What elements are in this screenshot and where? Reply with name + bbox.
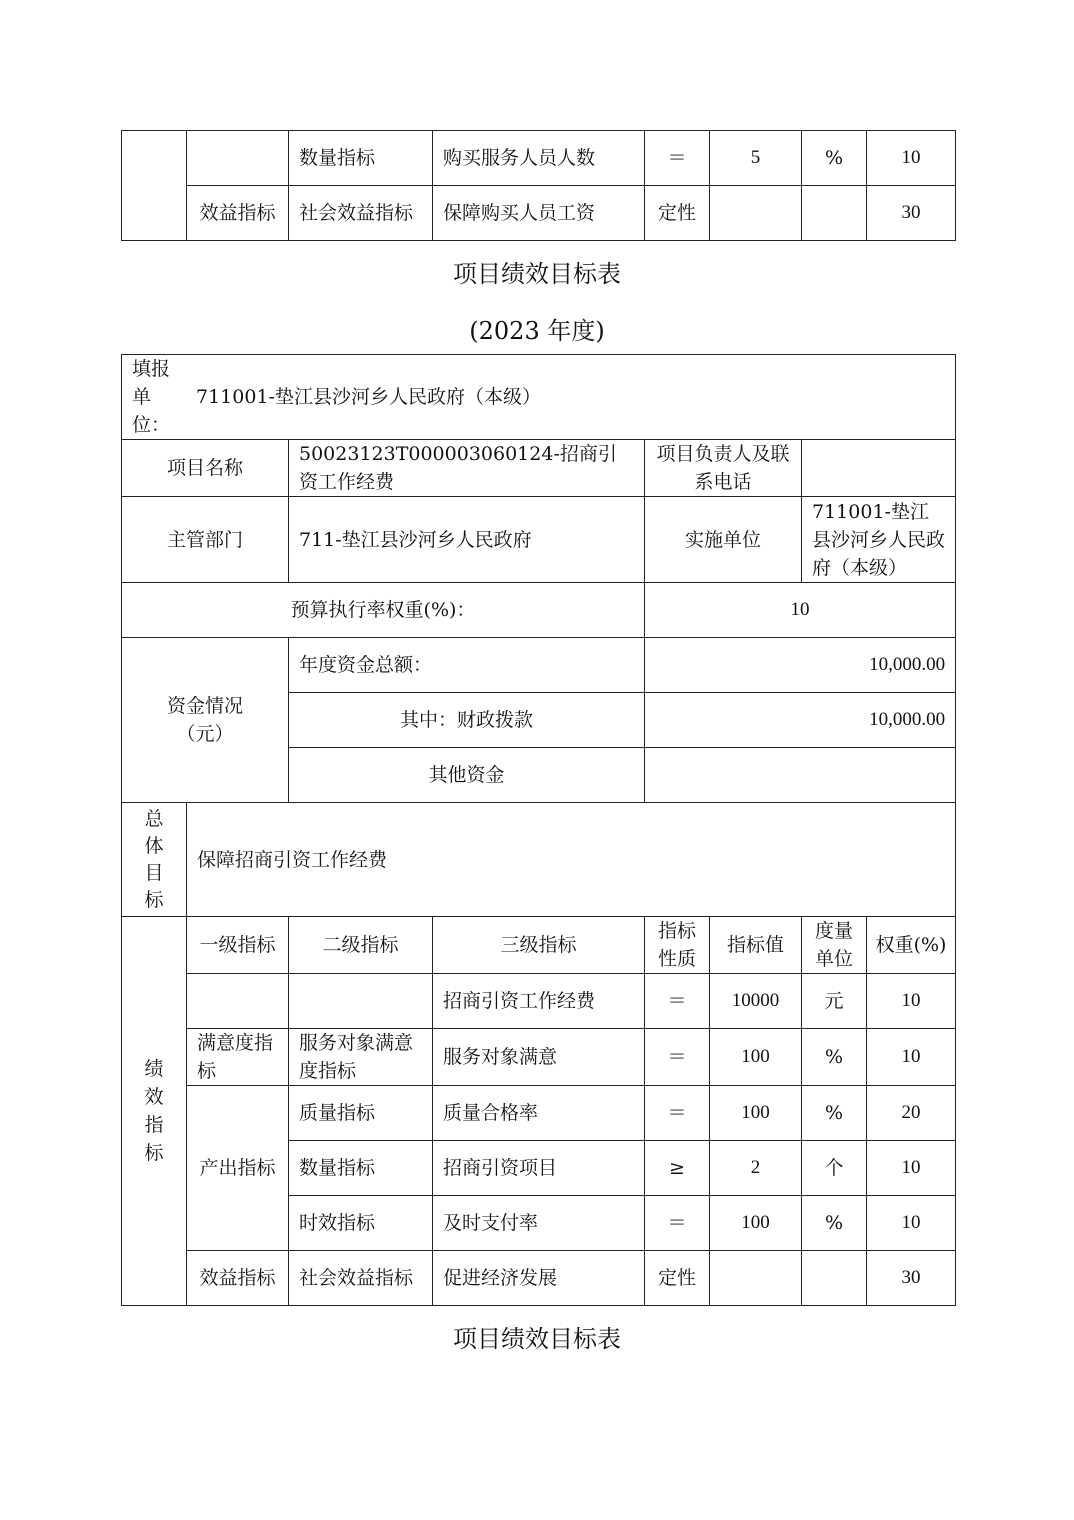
header-level1: 一级指标 bbox=[187, 917, 289, 974]
table-row bbox=[122, 355, 956, 440]
unit-cell: % bbox=[802, 131, 867, 186]
level1-cell: 产出指标 bbox=[187, 1086, 289, 1251]
impl-value: 711001-垫江县沙河乡人民政府（本级） bbox=[802, 497, 956, 583]
table-row bbox=[122, 440, 956, 497]
header-level2: 二级指标 bbox=[289, 917, 433, 974]
reporting-unit-label: 填报 单 位： bbox=[132, 358, 171, 436]
level2-cell bbox=[187, 131, 289, 186]
level3-cell: 数量指标 bbox=[289, 131, 433, 186]
weight-cell: 10 bbox=[867, 1196, 956, 1251]
header-level3: 三级指标 bbox=[433, 917, 645, 974]
value-cell: 2 bbox=[710, 1141, 802, 1196]
value-cell: 100 bbox=[710, 1086, 802, 1141]
table-row bbox=[122, 583, 956, 638]
unit-cell: % bbox=[802, 1029, 867, 1086]
reporting-unit-value: 711001-垫江县沙河乡人民政府（本级） bbox=[196, 386, 541, 408]
table-row bbox=[122, 1086, 956, 1141]
operator-cell: ≥ bbox=[645, 1141, 710, 1196]
unit-cell: % bbox=[802, 1196, 867, 1251]
operator-cell: ＝ bbox=[645, 131, 710, 186]
operator-cell: ＝ bbox=[645, 974, 710, 1029]
level3-cell: 服务对象满意 bbox=[433, 1029, 645, 1086]
level1-cell: 满意度指标 bbox=[187, 1029, 289, 1086]
operator-cell: 定性 bbox=[645, 1251, 710, 1306]
level3-cell: 招商引资工作经费 bbox=[433, 974, 645, 1029]
level3-cell: 及时支付率 bbox=[433, 1196, 645, 1251]
goal-label: 总体目标 bbox=[122, 803, 187, 917]
level2-cell: 效益指标 bbox=[187, 186, 289, 241]
weight-cell: 10 bbox=[867, 974, 956, 1029]
weight-cell: 10 bbox=[867, 1141, 956, 1196]
level2-cell: 质量指标 bbox=[289, 1086, 433, 1141]
table-row bbox=[122, 1251, 956, 1306]
level2-cell: 时效指标 bbox=[289, 1196, 433, 1251]
dept-value: 711-垫江县沙河乡人民政府 bbox=[289, 497, 645, 583]
indicators-section-label: 绩效指标 bbox=[122, 917, 187, 1306]
table-row bbox=[122, 1029, 956, 1086]
weight-cell: 20 bbox=[867, 1086, 956, 1141]
table-row bbox=[122, 638, 956, 693]
header-value: 指标值 bbox=[710, 917, 802, 974]
project-name-label: 项目名称 bbox=[122, 440, 289, 497]
weight-cell: 30 bbox=[867, 186, 956, 241]
operator-cell: ＝ bbox=[645, 1086, 710, 1141]
weight-cell: 10 bbox=[867, 131, 956, 186]
unit-cell: 元 bbox=[802, 974, 867, 1029]
value-cell bbox=[710, 186, 802, 241]
header-nature: 指标性质 bbox=[645, 917, 710, 974]
level3-cell: 社会效益指标 bbox=[289, 186, 433, 241]
page-title: 项目绩效目标表 bbox=[453, 260, 621, 288]
table-row bbox=[122, 974, 956, 1029]
unit-cell bbox=[802, 1251, 867, 1306]
operator-cell: ＝ bbox=[645, 1029, 710, 1086]
weight-cell: 30 bbox=[867, 1251, 956, 1306]
funds-other-value bbox=[645, 748, 956, 803]
header-weight: 权重(%) bbox=[867, 917, 956, 974]
level3-cell: 质量合格率 bbox=[433, 1086, 645, 1141]
contact-label: 项目负责人及联系电话 bbox=[645, 440, 802, 497]
value-cell: 100 bbox=[710, 1196, 802, 1251]
level3-cell: 促进经济发展 bbox=[433, 1251, 645, 1306]
unit-cell: % bbox=[802, 1086, 867, 1141]
page-subtitle-year: (2023 年度) bbox=[469, 317, 605, 345]
contact-value bbox=[802, 440, 956, 497]
next-section-title: 项目绩效目标表 bbox=[453, 1325, 621, 1353]
level1-cell: 效益指标 bbox=[187, 1251, 289, 1306]
merged-label-cell bbox=[122, 131, 187, 241]
level2-cell: 服务对象满意度指标 bbox=[289, 1029, 433, 1086]
project-name-value: 50023123T000003060124-招商引资工作经费 bbox=[289, 440, 645, 497]
table-row bbox=[122, 497, 956, 583]
level1-cell bbox=[187, 974, 289, 1029]
impl-label: 实施单位 bbox=[645, 497, 802, 583]
level2-cell: 社会效益指标 bbox=[289, 1251, 433, 1306]
unit-cell: 个 bbox=[802, 1141, 867, 1196]
table-row bbox=[122, 186, 956, 241]
indicator-cell: 保障购买人员工资 bbox=[433, 186, 645, 241]
indicator-cell: 购买服务人员人数 bbox=[433, 131, 645, 186]
level2-cell bbox=[289, 974, 433, 1029]
dept-label: 主管部门 bbox=[122, 497, 289, 583]
value-cell bbox=[710, 1251, 802, 1306]
funds-label: 资金情况（元） bbox=[122, 638, 289, 803]
budget-rate-label: 预算执行率权重(%)： bbox=[122, 583, 645, 638]
funds-fiscal-value: 10,000.00 bbox=[645, 693, 956, 748]
goal-value: 保障招商引资工作经费 bbox=[187, 803, 956, 917]
top-indicator-table bbox=[121, 130, 956, 241]
header-unit: 度量单位 bbox=[802, 917, 867, 974]
funds-fiscal-label: 其中：财政拨款 bbox=[289, 693, 645, 748]
table-row bbox=[122, 917, 956, 974]
funds-total-label: 年度资金总额： bbox=[289, 638, 645, 693]
weight-cell: 10 bbox=[867, 1029, 956, 1086]
level2-cell: 数量指标 bbox=[289, 1141, 433, 1196]
value-cell: 100 bbox=[710, 1029, 802, 1086]
budget-rate-value: 10 bbox=[645, 583, 956, 638]
value-cell: 10000 bbox=[710, 974, 802, 1029]
value-cell: 5 bbox=[710, 131, 802, 186]
reporting-unit-cell bbox=[122, 355, 956, 440]
operator-cell: ＝ bbox=[645, 1196, 710, 1251]
project-performance-table bbox=[121, 354, 956, 1306]
level3-cell: 招商引资项目 bbox=[433, 1141, 645, 1196]
funds-total-value: 10,000.00 bbox=[645, 638, 956, 693]
funds-other-label: 其他资金 bbox=[289, 748, 645, 803]
table-row bbox=[122, 131, 956, 186]
table-row bbox=[122, 803, 956, 917]
operator-cell: 定性 bbox=[645, 186, 710, 241]
unit-cell bbox=[802, 186, 867, 241]
